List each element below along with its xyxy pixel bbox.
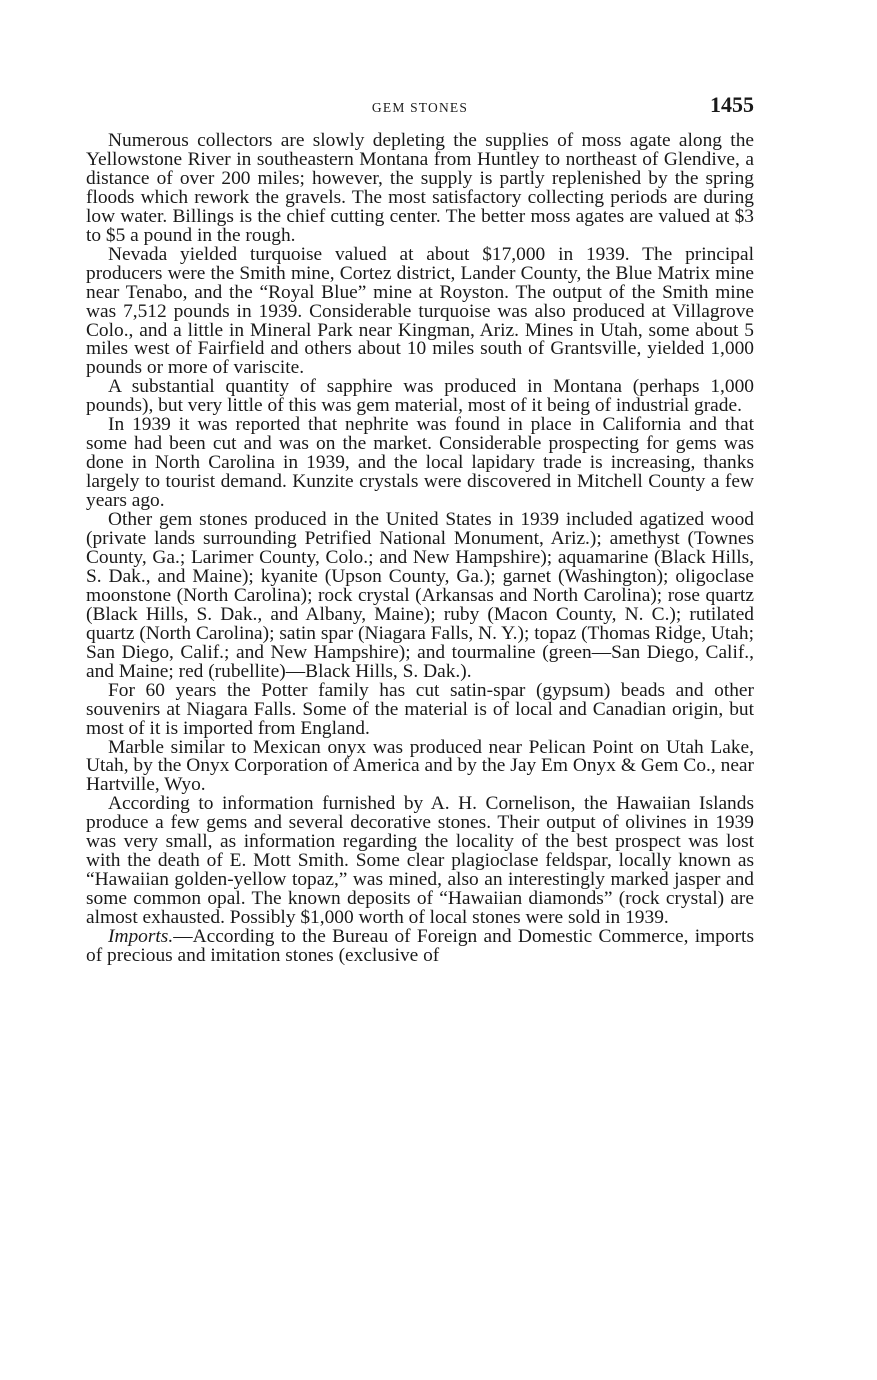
paragraph-other-gem-stones: Other gem stones produced in the United States in 1939 included agatized wood (private lands surrounding Petrified National Monument, Ariz.); amethyst (Townes County, Ga.; Larimer County, Colo.; and New Hampshire); aquamarine (Black Hills, S. Dak., and Maine); kyanite (Upson County, Ga.); garnet (Washington); oligoclase moonstone (North Carolina); rock crystal (Arkansas and North Carolina); rose quartz (Black Hills, S. Dak., and Albany, Maine); ruby (Macon County, N. C.); rutilated quartz (North Carolina); satin spar (Niagara Falls, N. Y.); topaz (Thomas Ridge, Utah; San Diego, Calif.; and New Hampshire); and tourmaline (green—San Diego, Calif., and Maine; red (rubellite)—Black Hills, S. Dak.).	[86, 509, 754, 682]
running-title: GEM STONES	[371, 100, 469, 115]
paragraph-turquoise: Nevada yielded turquoise valued at about $17,000 in 1939. The principal producers were the Smith mine, Cortez district, Lander County, the Blue Matrix mine near Tenabo, and the “Royal Blue” mine at Royston. The output of the Smith mine was 7,512 pounds in 1939. Considerable turquoise was also produced at Villagrove Colo., and a little in Mineral Park near Kingman, Ariz. Mines in Utah, some about 5 miles west of Fairfield and others about 10 miles south of Grantsville, yielded 1,000 pounds or more of variscite.	[86, 243, 754, 379]
page-number: 1455	[710, 92, 754, 117]
paragraph-satin-spar: For 60 years the Potter family has cut satin-spar (gypsum) beads and other souvenirs at Niagara Falls. Some of the material is of local and Canadian origin, but most of it is imported from England.	[86, 679, 754, 739]
imports-text: —According to the Bureau of Foreign and Domestic Commerce, imports of precious and imitation stones (exclusive of	[86, 926, 754, 966]
paragraph-hawaiian-gems: According to information furnished by A. H. Cornelison, the Hawaiian Islands produce a few gems and several decorative stones. Their output of olivines in 1939 was very small, as information regarding the locality of the best prospect was lost with the death of E. Mott Smith. Some clear plagioclase feldspar, locally known as “Hawaiian golden-yellow topaz,” was mined, also an interestingly marked jasper and some common opal. The known deposits of “Hawaiian diamonds” (rock crystal) are almost exhausted. Possibly $1,000 worth of local stones were sold in 1939.	[86, 793, 754, 929]
paragraph-marble-onyx: Marble similar to Mexican onyx was produced near Pelican Point on Utah Lake, Utah, by the Onyx Corporation of America and by the Jay Em Onyx & Gem Co., near Hartville, Wyo.	[86, 736, 754, 796]
paragraph-sapphire: A substantial quantity of sapphire was produced in Montana (perhaps 1,000 pounds), but very little of this was gem material, most of it being of industrial grade.	[86, 376, 754, 417]
paragraph-imports	[86, 928, 754, 966]
paragraph-moss-agate: Numerous collectors are slowly depleting the supplies of moss agate along the Yellowstone River in southeastern Montana from Huntley to northeast of Glendive, a distance of over 200 miles; however, the supply is partly replenished by the spring floods which rework the gravels. The most satisfactory collecting periods are during low water. Billings is the chief cutting center. The better moss agates are valued at $3 to $5 a pound in the rough.	[86, 130, 754, 246]
running-head	[86, 92, 754, 132]
paragraph-nephrite: In 1939 it was reported that nephrite was found in place in California and that some had been cut and was on the market. Considerable prospecting for gems was done in North Carolina in 1939, and the local lapidary trade is increasing, thanks largely to tourist demand. Kunzite crystals were discovered in Mitchell County a few years ago.	[86, 414, 754, 512]
document-page	[86, 92, 754, 966]
body-text	[86, 132, 754, 966]
imports-heading: Imports.	[108, 926, 174, 948]
